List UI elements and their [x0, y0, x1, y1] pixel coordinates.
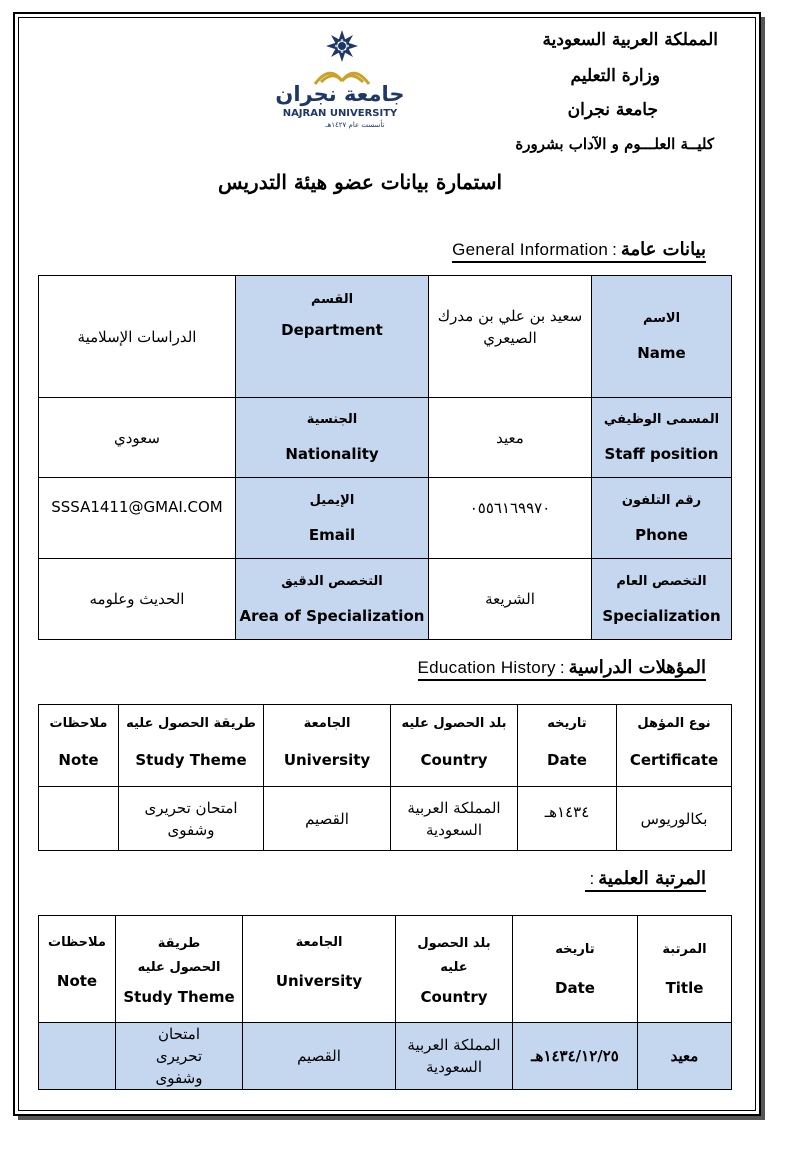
area-label-cell — [236, 559, 429, 640]
rank-heading: : المرتبة العلمية — [585, 868, 706, 892]
rank-table — [38, 915, 732, 1090]
nationality-value: سعودي — [114, 428, 160, 447]
area-value-cell — [39, 559, 236, 640]
rank-note-cell — [39, 1023, 116, 1090]
rank-theme-cell: امتحان تحريرى وشفوى — [116, 1023, 243, 1090]
email-label-ar: الإيميل — [309, 492, 355, 508]
edu-header-theme: طريقة الحصول عليه Study Theme — [119, 705, 264, 787]
edu-header-certificate: نوع المؤهل Certificate — [617, 705, 732, 787]
edu-certificate-cell: بكالوريوس — [617, 787, 732, 851]
rank-header-university: الجامعة University — [243, 916, 396, 1023]
page-shadow-right — [761, 17, 765, 1119]
email-label-en: Email — [308, 525, 356, 544]
general-info-table — [38, 275, 732, 640]
name-value-cell — [429, 276, 592, 398]
position-label-ar: المسمى الوظيفي — [603, 412, 720, 427]
general-info-title-en: General Information — [452, 240, 609, 259]
area-label-en: Area of Specialization — [239, 606, 425, 625]
name-label-cell — [592, 276, 732, 398]
phone-label-en: Phone — [635, 525, 688, 544]
position-label-en: Staff position — [604, 445, 719, 463]
header-university: جامعة نجران — [567, 100, 658, 120]
dept-label-en: Department — [281, 321, 383, 339]
position-label-cell — [592, 398, 732, 478]
spec-value: الشريعة — [485, 590, 535, 608]
phone-label-ar: رقم التلفون — [621, 492, 702, 508]
education-title-en: Education History — [417, 658, 556, 677]
name-value: سعيد بن علي بن مدرك الصيعري — [437, 306, 583, 347]
logo-established-text: تأسست عام ١٤٢٧هـ — [325, 121, 385, 129]
rank-header-title: المرتبة Title — [638, 916, 732, 1023]
form-title: استمارة بيانات عضو هيئة التدريس — [217, 170, 503, 194]
phone-value-cell — [429, 478, 592, 559]
logo-arabic-text: جامعة نجران — [275, 82, 405, 106]
phone-value: ٠٥٥٦١٦٩٩٧٠ — [469, 499, 551, 517]
table-row — [39, 276, 732, 398]
header-college: كليــة العلـــوم و الآداب بشرورة — [515, 135, 714, 153]
edu-header-note: ملاحظات Note — [39, 705, 119, 787]
table-row — [39, 478, 732, 559]
spec-label-cell — [592, 559, 732, 640]
header-ministry: وزارة التعليم — [570, 66, 660, 86]
nationality-value-cell — [39, 398, 236, 478]
nationality-label-ar: الجنسية — [306, 412, 358, 427]
phone-label-cell — [592, 478, 732, 559]
rank-country-cell: المملكة العربية السعودية — [396, 1023, 513, 1090]
table-header-row — [39, 705, 732, 787]
table-row — [39, 1023, 732, 1090]
edu-university-cell: القصيم — [264, 787, 391, 851]
email-value: SSSA1411@GMAI.COM — [51, 498, 223, 516]
rank-title-cell: معيد — [638, 1023, 732, 1090]
table-row — [39, 787, 732, 851]
edu-theme-cell: امتحان تحريرى وشفوى — [119, 787, 264, 851]
page-shadow-bottom — [18, 1116, 765, 1120]
name-label-ar: الاسم — [642, 311, 681, 326]
dept-label-cell — [236, 276, 429, 398]
edu-header-country: بلد الحصول عليه Country — [391, 705, 518, 787]
area-label-ar: التخصص الدقيق — [281, 573, 383, 589]
spec-value-cell — [429, 559, 592, 640]
dept-label-ar: القسم — [310, 292, 354, 307]
general-info-title-ar: بيانات عامة — [620, 239, 706, 260]
table-row — [39, 398, 732, 478]
rank-title-ar: المرتبة العلمية — [598, 868, 706, 889]
edu-date-cell: ١٤٣٤هـ — [518, 787, 617, 851]
spec-label-ar: التخصص العام — [616, 573, 707, 589]
education-table — [38, 704, 732, 851]
position-value: معيد — [496, 428, 524, 447]
general-info-heading: General Information : بيانات عامة — [452, 239, 706, 263]
position-value-cell — [429, 398, 592, 478]
dept-value-cell — [39, 276, 236, 398]
edu-country-cell: المملكة العربية السعودية — [391, 787, 518, 851]
logo-emblem-icon — [275, 26, 405, 136]
education-heading: Education History : المؤهلات الدراسية — [418, 657, 707, 681]
email-value-cell — [39, 478, 236, 559]
rank-header-note: ملاحظات Note — [39, 916, 116, 1023]
rank-date-cell: ١٤٣٤/١٢/٢٥هـ — [513, 1023, 638, 1090]
rank-university-cell: القصيم — [243, 1023, 396, 1090]
logo-english-text: NAJRAN UNIVERSITY — [282, 108, 398, 119]
edu-header-date: تاريخه Date — [518, 705, 617, 787]
rank-header-date: تاريخه Date — [513, 916, 638, 1023]
name-label-en: Name — [637, 344, 686, 362]
table-row — [39, 559, 732, 640]
area-value: الحديث وعلومه — [89, 590, 185, 608]
edu-note-cell — [39, 787, 119, 851]
rank-header-country: بلد الحصول عليه Country — [396, 916, 513, 1023]
university-logo — [275, 26, 405, 136]
dept-value: الدراسات الإسلامية — [77, 327, 197, 346]
education-title-ar: المؤهلات الدراسية — [568, 657, 706, 678]
nationality-label-en: Nationality — [285, 445, 379, 463]
spec-label-en: Specialization — [602, 606, 721, 625]
edu-header-university: الجامعة University — [264, 705, 391, 787]
nationality-label-cell — [236, 398, 429, 478]
header-kingdom: المملكة العربية السعودية — [542, 30, 718, 50]
table-header-row — [39, 916, 732, 1023]
email-label-cell — [236, 478, 429, 559]
rank-header-theme: طريقة الحصول عليه Study Theme — [116, 916, 243, 1023]
